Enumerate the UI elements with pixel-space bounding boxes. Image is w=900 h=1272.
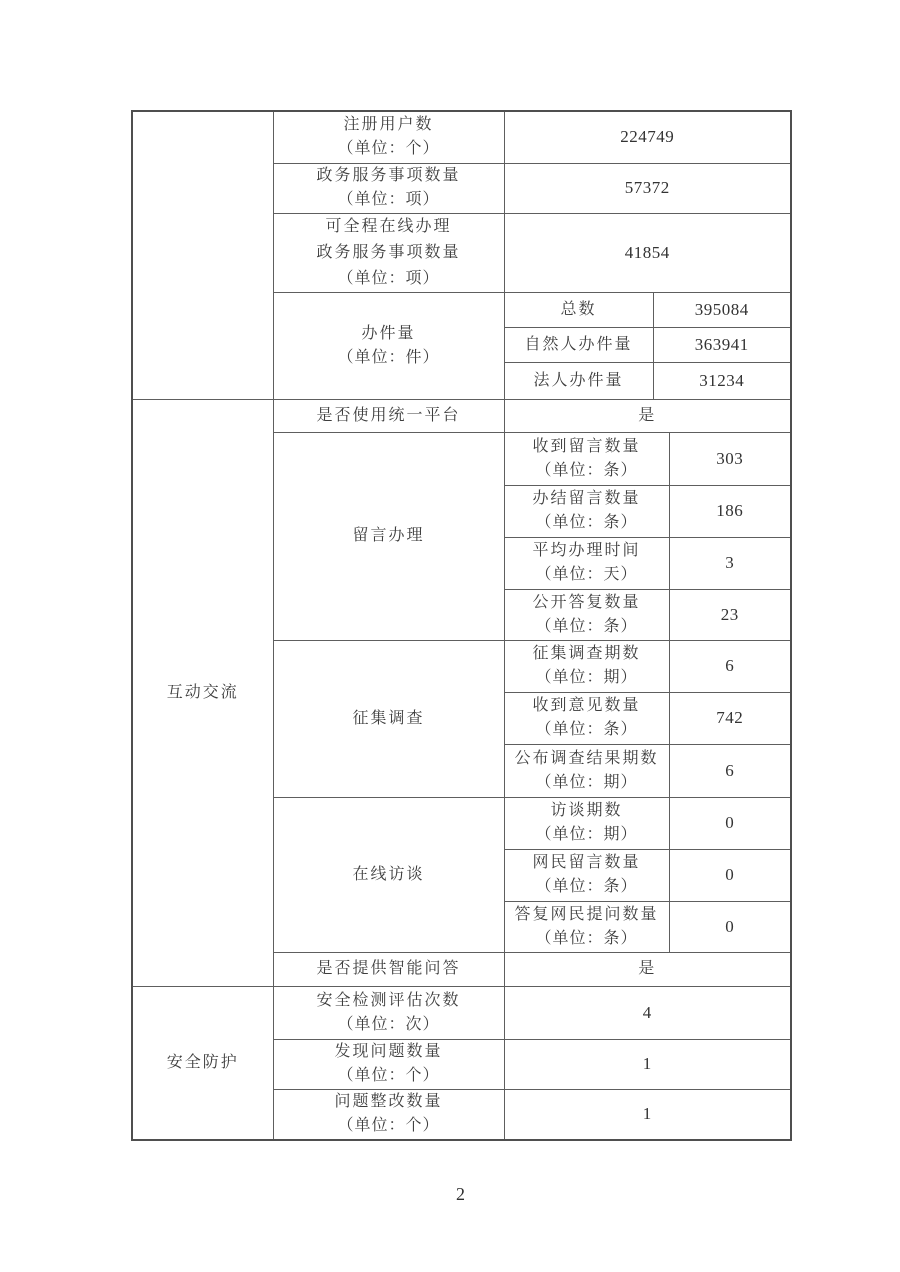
netizen-messages-label-cell [504,849,669,901]
smart-qa-value-cell: 是 [504,952,791,986]
case-volume-total-label-cell: 总数 [504,292,653,327]
metric-label: 收到意见数量 [532,697,641,714]
service-items-label-cell [273,163,504,213]
message-handling-label-cell: 留言办理 [273,432,504,640]
questions-answered-label-cell [504,901,669,952]
case-volume-natural-value-cell: 363941 [653,327,791,362]
metric-label: 安全检测评估次数 [316,991,461,1009]
registered-users-value-cell: 224749 [504,111,791,163]
metric-label-line1: 可全程在线办理 [325,217,452,235]
messages-resolved-label-cell [504,485,669,537]
metric-unit: （单位：条） [535,929,638,947]
problems-found-label-cell [273,1039,504,1089]
metric-label: 访谈期数 [550,802,623,819]
metric-unit: （单位：条） [535,514,638,531]
metric-label: 网民留言数量 [532,854,641,871]
case-volume-total-value-cell: 395084 [653,292,791,327]
public-replies-value-cell: 23 [669,589,791,640]
rowgroup-interaction-cell: 互动交流 [132,399,273,986]
interview-label-cell: 在线访谈 [273,797,504,952]
avg-handling-time-label-cell [504,537,669,589]
unified-platform-label-cell: 是否使用统一平台 [273,399,504,432]
metric-unit: （单位：次） [337,1015,440,1033]
metric-unit: （单位：个） [337,1117,440,1135]
metric-unit: （单位：天） [535,566,638,583]
metric-unit: （单位：条） [535,461,638,479]
online-service-items-value-cell: 41854 [504,213,791,292]
messages-resolved-value-cell: 186 [669,485,791,537]
statistics-table [131,110,792,1141]
survey-results-value-cell: 6 [669,744,791,797]
netizen-messages-value-cell: 0 [669,849,791,901]
metric-label: 平均办理时间 [532,542,641,559]
metric-label-line2: 政务服务事项数量 [316,243,461,261]
online-service-items-label-cell [273,213,504,292]
metric-unit: （单位：项） [337,269,440,287]
metric-unit: （单位：个） [337,140,440,158]
case-volume-label-cell [273,292,504,399]
security-assessments-label-cell [273,986,504,1039]
service-items-value-cell: 57372 [504,163,791,213]
problems-fixed-label-cell [273,1089,504,1140]
avg-handling-time-value-cell: 3 [669,537,791,589]
survey-results-label-cell [504,744,669,797]
metric-label: 注册用户数 [343,116,434,134]
metric-unit: （单位：条） [535,721,638,738]
metric-label: 公开答复数量 [532,593,641,611]
smart-qa-label-cell: 是否提供智能问答 [273,952,504,986]
case-volume-natural-label-cell: 自然人办件量 [504,327,653,362]
messages-received-label-cell [504,432,669,485]
metric-label: 收到留言数量 [532,437,641,455]
problems-fixed-value-cell: 1 [504,1089,791,1140]
metric-unit: （单位：期） [535,669,638,686]
security-assessments-value-cell: 4 [504,986,791,1039]
metric-unit: （单位：期） [535,773,638,791]
public-replies-label-cell [504,589,669,640]
interview-periods-value-cell: 0 [669,797,791,849]
problems-found-value-cell: 1 [504,1039,791,1089]
metric-unit: （单位：个） [337,1067,440,1084]
unified-platform-value-cell: 是 [504,399,791,432]
metric-unit: （单位：项） [337,191,440,208]
registered-users-label-cell [273,111,504,163]
interview-periods-label-cell [504,797,669,849]
rowgroup-security-cell: 安全防护 [132,986,273,1140]
metric-label: 征集调查期数 [532,645,641,662]
opinions-received-value-cell: 742 [669,692,791,744]
survey-periods-label-cell [504,640,669,692]
metric-label: 公布调查结果期数 [514,749,659,767]
metric-label: 答复网民提问数量 [514,905,659,923]
page-number: 2 [456,1184,465,1204]
survey-periods-value-cell: 6 [669,640,791,692]
rowgroup-empty-cell [132,111,273,399]
metric-label: 办结留言数量 [532,490,641,507]
metric-label: 办件量 [361,324,416,342]
opinions-received-label-cell [504,692,669,744]
metric-unit: （单位：期） [535,826,638,843]
metric-label: 发现问题数量 [334,1043,443,1060]
survey-label-cell: 征集调查 [273,640,504,797]
questions-answered-value-cell: 0 [669,901,791,952]
metric-unit: （单位：条） [535,878,638,895]
messages-received-value-cell: 303 [669,432,791,485]
metric-label: 问题整改数量 [334,1093,443,1111]
metric-unit: （单位：条） [535,617,638,635]
case-volume-legal-value-cell: 31234 [653,362,791,399]
case-volume-legal-label-cell: 法人办件量 [504,362,653,399]
metric-unit: （单位：件） [337,348,440,366]
metric-label: 政务服务事项数量 [316,167,461,184]
